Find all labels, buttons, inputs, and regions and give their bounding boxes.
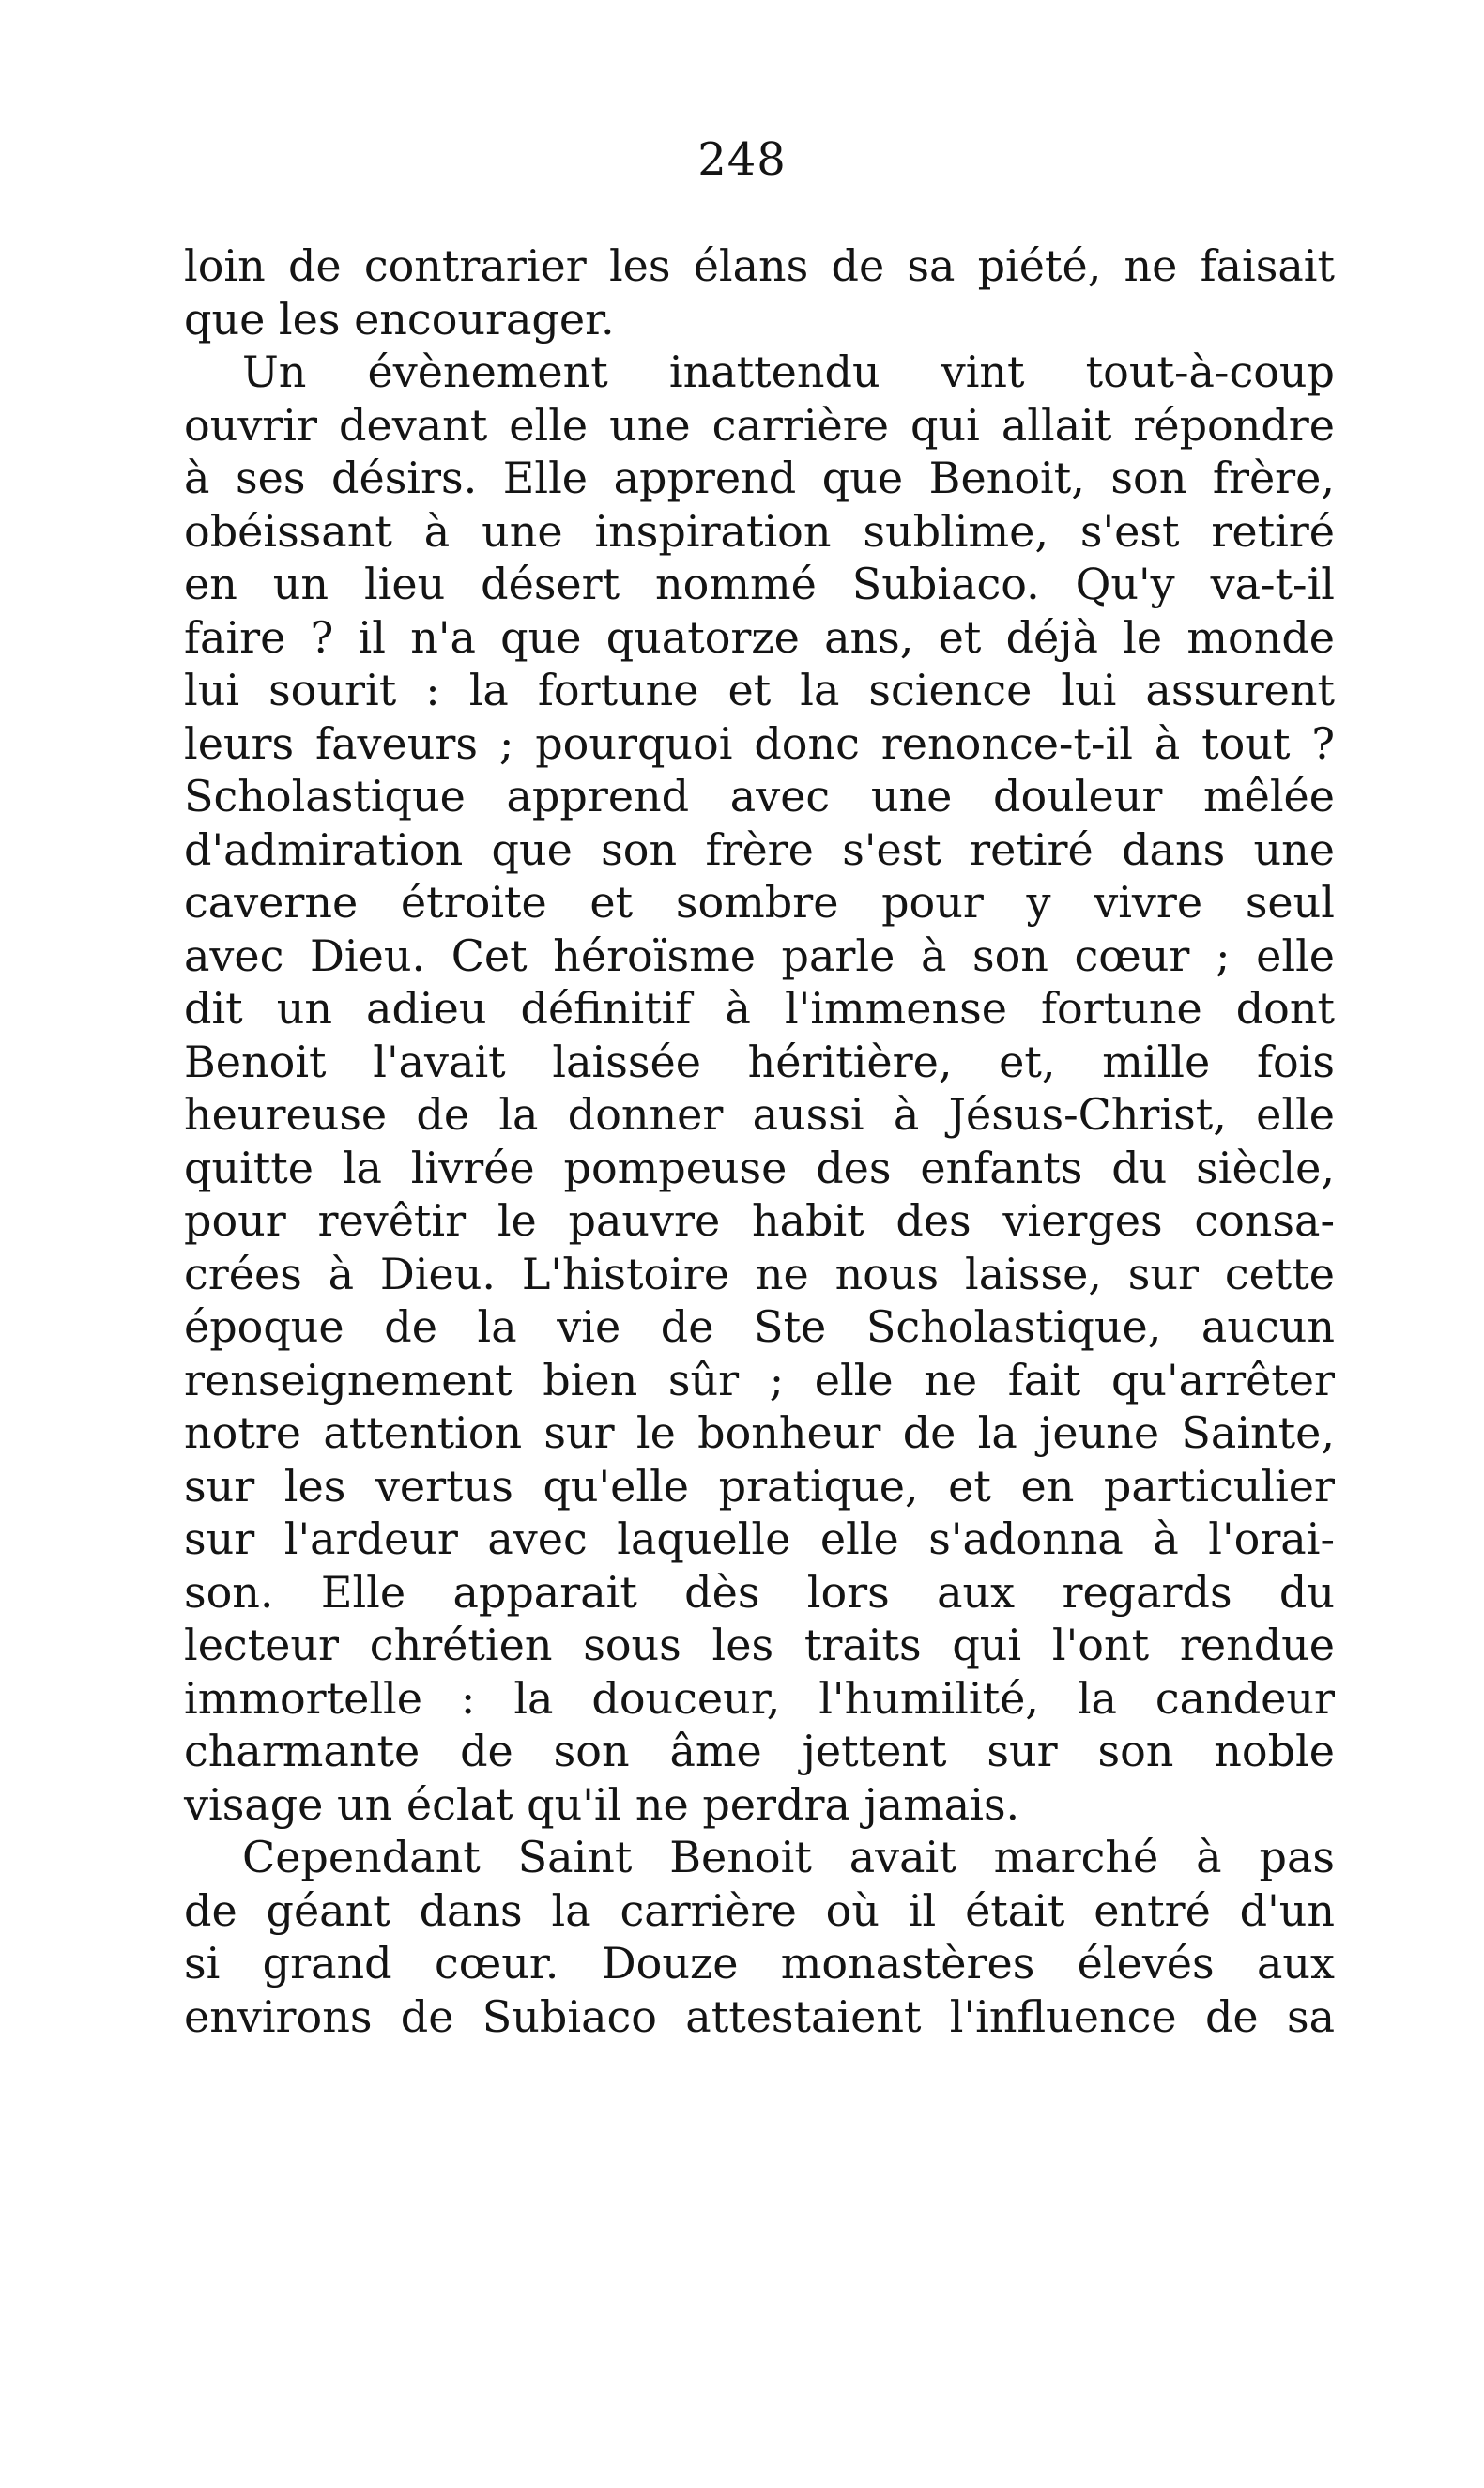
text-line: immortelle : la douceur, l'humilité, la candeur: [184, 1672, 1335, 1724]
text-line: renseignement bien sûr ; elle ne fait qu'arrêter: [184, 1354, 1335, 1405]
text-line: que les encourager.: [184, 293, 615, 345]
text-line: d'admiration que son frère s'est retiré dans une: [184, 823, 1335, 875]
text-line: dit un adieu définitif à l'immense fortune dont: [184, 983, 1335, 1034]
text-line: lui sourit : la fortune et la science lui assurent: [184, 665, 1335, 715]
text-line: en un lieu désert nommé Subiaco. Qu'y va-t-il: [184, 559, 1335, 609]
text-line: caverne étroite et sombre pour y vivre seul: [184, 877, 1335, 928]
text-line: quitte la livrée pompeuse des enfants du siècle,: [184, 1142, 1335, 1193]
text-line: avec Dieu. Cet héroïsme parle à son cœur ; elle: [184, 929, 1335, 981]
text-line: ouvrir devant elle une carrière qui allait répondre: [184, 399, 1335, 451]
text-line: son. Elle apparait dès lors aux regards du: [184, 1566, 1335, 1618]
text-line: loin de contrarier les élans de sa piété, ne faisait: [184, 240, 1335, 291]
body-text: [184, 239, 1335, 2043]
text-line: Benoit l'avait laissée héritière, et, mille fois: [184, 1036, 1335, 1087]
text-line: crées à Dieu. L'histoire ne nous laisse, sur cette: [184, 1248, 1335, 1299]
text-line: sur les vertus qu'elle pratique, et en particulier: [184, 1460, 1335, 1512]
text-line: obéissant à une inspiration sublime, s'est retiré: [184, 505, 1335, 557]
text-line: environs de Subiaco attestaient l'influence de sa: [184, 1990, 1335, 2042]
text-line: de géant dans la carrière où il était entré d'un: [184, 1884, 1335, 1936]
text-line: notre attention sur le bonheur de la jeune Sainte,: [184, 1407, 1335, 1458]
text-line: lecteur chrétien sous les traits qui l'ont rendue: [184, 1620, 1335, 1670]
text-line: Scholastique apprend avec une douleur mêlée: [184, 771, 1335, 822]
text-line: si grand cœur. Douze monastères élevés aux: [184, 1938, 1335, 1989]
text-line: pour revêtir le pauvre habit des vierges consa-: [184, 1195, 1335, 1246]
text-line: Cependant Saint Benoit avait marché à pas: [242, 1832, 1335, 1882]
text-line: Un évènement inattendu vint tout-à-coup: [242, 346, 1335, 397]
text-line: leurs faveurs ; pourquoi donc renonce-t-il à tout ?: [184, 717, 1335, 769]
text-line: faire ? il n'a que quatorze ans, et déjà le monde: [184, 611, 1335, 663]
text-line: sur l'ardeur avec laquelle elle s'adonna à l'orai-: [184, 1513, 1335, 1564]
text-line: époque de la vie de Ste Scholastique, aucun: [184, 1301, 1335, 1352]
text-line: charmante de son âme jettent sur son noble: [184, 1726, 1335, 1776]
text-line: heureuse de la donner aussi à Jésus-Christ, elle: [184, 1089, 1335, 1140]
text-line: à ses désirs. Elle apprend que Benoit, son frère,: [184, 453, 1335, 503]
text-line: visage un éclat qu'il ne perdra jamais.: [184, 1778, 1020, 1830]
page-number: 248: [697, 133, 787, 186]
